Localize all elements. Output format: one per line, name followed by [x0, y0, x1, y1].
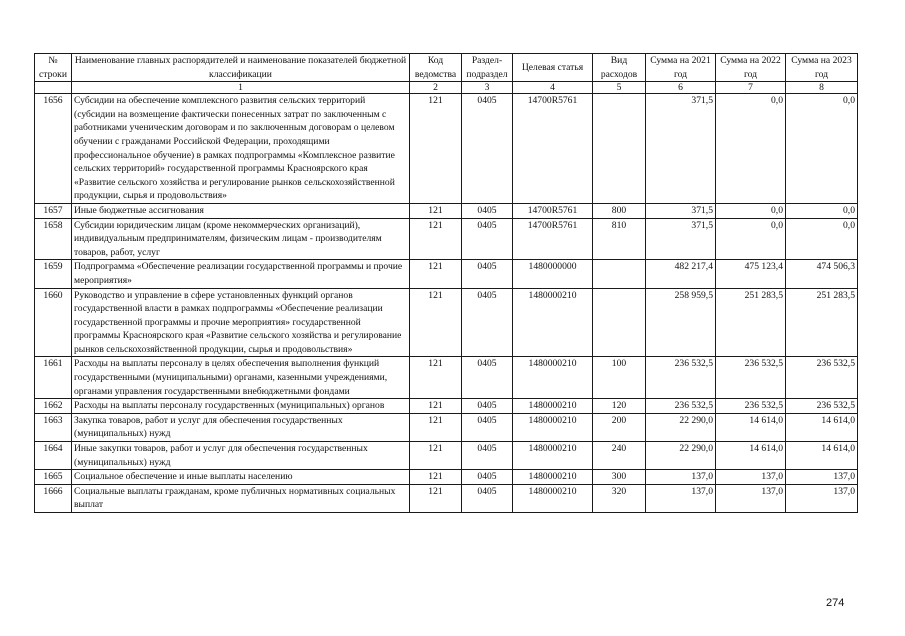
table-row [35, 94, 858, 204]
cell-section: 0405 [462, 413, 513, 441]
table-row [35, 413, 858, 441]
cell-dept-code: 121 [410, 357, 462, 399]
cell-expense-type: 800 [593, 203, 646, 218]
cell-sum-2022: 0,0 [716, 218, 786, 260]
cell-row-number: 1657 [35, 203, 72, 218]
cell-sum-2022: 0,0 [716, 203, 786, 218]
cell-name: Закупка товаров, работ и услуг для обеспечения государственных (муниципальных) нужд [72, 413, 410, 441]
cell-target-article: 1480000210 [513, 470, 593, 485]
column-header-row-number: № строки [35, 54, 72, 82]
cell-row-number: 1658 [35, 218, 72, 260]
cell-dept-code: 121 [410, 203, 462, 218]
cell-sum-2023: 137,0 [786, 484, 858, 512]
column-header-sum-2022: Сумма на 2022 год [716, 54, 786, 82]
cell-sum-2022: 236 532,5 [716, 399, 786, 414]
table-row [35, 399, 858, 414]
cell-section: 0405 [462, 260, 513, 288]
budget-sheet [34, 53, 857, 513]
cell-name: Подпрограмма «Обеспечение реализации государственной программы и прочие мероприятия» [72, 260, 410, 288]
table-row [35, 218, 858, 260]
cell-expense-type: 810 [593, 218, 646, 260]
cell-sum-2022: 251 283,5 [716, 288, 786, 357]
cell-expense-type [593, 288, 646, 357]
cell-name: Руководство и управление в сфере установленных функций органов государственной власти в рамках подпрограммы «Обеспечение реализации государственной программы и прочие мероприятия» государственной программы Красноярского края «Развитие сельского хозяйства и регулирование рынков сельскохозяйственной продукции, сырья и продовольствия» [72, 288, 410, 357]
cell-sum-2023: 137,0 [786, 470, 858, 485]
cell-name: Иные закупки товаров, работ и услуг для обеспечения государственных (муниципальных) нужд [72, 442, 410, 470]
cell-dept-code: 121 [410, 260, 462, 288]
cell-sum-2021: 22 290,0 [646, 413, 716, 441]
cell-target-article: 1480000210 [513, 442, 593, 470]
cell-name: Субсидии юридическим лицам (кроме некоммерческих организаций), индивидуальным предпринимателям, физическим лицам - производителям товаров, работ, услуг [72, 218, 410, 260]
cell-name: Субсидии на обеспечение комплексного развития сельских территорий (субсидии на возмещение фактически понесенных затрат по заключенным с работниками ученическим договорам и по заключенным договорам о целевом обучении с гражданами Российской Федерации, проходящими профессиональное обучение) в рамках подпрограммы «Комплексное развитие сельских территорий» государственной программы Красноярского края «Развитие сельского хозяйства и регулирование рынков сельскохозяйственной продукции, сырья и продовольствия» [72, 94, 410, 204]
column-number: 1 [72, 82, 410, 94]
cell-sum-2022: 236 532,5 [716, 357, 786, 399]
column-number: 3 [462, 82, 513, 94]
cell-section: 0405 [462, 470, 513, 485]
cell-section: 0405 [462, 94, 513, 204]
cell-expense-type [593, 260, 646, 288]
cell-row-number: 1659 [35, 260, 72, 288]
page-number: 274 [826, 597, 845, 609]
cell-row-number: 1665 [35, 470, 72, 485]
cell-expense-type [593, 94, 646, 204]
column-header-sum-2023: Сумма на 2023 год [786, 54, 858, 82]
cell-sum-2021: 371,5 [646, 203, 716, 218]
table-body [35, 94, 858, 513]
cell-target-article: 1480000210 [513, 288, 593, 357]
cell-section: 0405 [462, 399, 513, 414]
cell-sum-2021: 22 290,0 [646, 442, 716, 470]
column-number: 7 [716, 82, 786, 94]
cell-target-article: 14700R5761 [513, 94, 593, 204]
cell-target-article: 14700R5761 [513, 203, 593, 218]
cell-sum-2023: 0,0 [786, 218, 858, 260]
cell-dept-code: 121 [410, 288, 462, 357]
cell-row-number: 1660 [35, 288, 72, 357]
cell-sum-2021: 371,5 [646, 94, 716, 204]
cell-sum-2022: 14 614,0 [716, 442, 786, 470]
cell-sum-2023: 236 532,5 [786, 399, 858, 414]
cell-sum-2023: 0,0 [786, 94, 858, 204]
cell-sum-2021: 371,5 [646, 218, 716, 260]
cell-target-article: 1480000210 [513, 413, 593, 441]
cell-row-number: 1656 [35, 94, 72, 204]
table-row [35, 484, 858, 512]
cell-dept-code: 121 [410, 399, 462, 414]
cell-sum-2021: 137,0 [646, 470, 716, 485]
cell-dept-code: 121 [410, 442, 462, 470]
cell-row-number: 1661 [35, 357, 72, 399]
cell-sum-2022: 137,0 [716, 484, 786, 512]
cell-row-number: 1666 [35, 484, 72, 512]
cell-sum-2022: 0,0 [716, 94, 786, 204]
table-row [35, 260, 858, 288]
column-number: 6 [646, 82, 716, 94]
cell-sum-2023: 251 283,5 [786, 288, 858, 357]
cell-section: 0405 [462, 357, 513, 399]
column-header-dept-code: Код ведомства [410, 54, 462, 82]
cell-sum-2022: 475 123,4 [716, 260, 786, 288]
cell-section: 0405 [462, 288, 513, 357]
cell-expense-type: 200 [593, 413, 646, 441]
cell-expense-type: 240 [593, 442, 646, 470]
cell-sum-2023: 14 614,0 [786, 442, 858, 470]
cell-target-article: 1480000000 [513, 260, 593, 288]
cell-expense-type: 320 [593, 484, 646, 512]
table-row [35, 288, 858, 357]
column-number-row [35, 82, 858, 94]
cell-sum-2023: 236 532,5 [786, 357, 858, 399]
cell-row-number: 1664 [35, 442, 72, 470]
column-header-expense-type: Вид расходов [593, 54, 646, 82]
cell-dept-code: 121 [410, 484, 462, 512]
cell-expense-type: 100 [593, 357, 646, 399]
column-number: 2 [410, 82, 462, 94]
cell-sum-2022: 14 614,0 [716, 413, 786, 441]
cell-section: 0405 [462, 218, 513, 260]
cell-expense-type: 300 [593, 470, 646, 485]
cell-expense-type: 120 [593, 399, 646, 414]
cell-section: 0405 [462, 442, 513, 470]
cell-sum-2021: 236 532,5 [646, 357, 716, 399]
cell-section: 0405 [462, 203, 513, 218]
table-row [35, 470, 858, 485]
column-number: 4 [513, 82, 593, 94]
cell-sum-2022: 137,0 [716, 470, 786, 485]
cell-sum-2021: 258 959,5 [646, 288, 716, 357]
cell-dept-code: 121 [410, 218, 462, 260]
column-header-sum-2021: Сумма на 2021 год [646, 54, 716, 82]
table-row [35, 442, 858, 470]
cell-name: Иные бюджетные ассигнования [72, 203, 410, 218]
column-number: 8 [786, 82, 858, 94]
column-header-name: Наименование главных распорядителей и наименование показателей бюджетной классификации [72, 54, 410, 82]
cell-sum-2023: 0,0 [786, 203, 858, 218]
cell-dept-code: 121 [410, 413, 462, 441]
table-row [35, 203, 858, 218]
cell-sum-2023: 474 506,3 [786, 260, 858, 288]
cell-name: Социальные выплаты гражданам, кроме публичных нормативных социальных выплат [72, 484, 410, 512]
cell-row-number: 1663 [35, 413, 72, 441]
cell-row-number: 1662 [35, 399, 72, 414]
cell-target-article: 1480000210 [513, 357, 593, 399]
column-number: 5 [593, 82, 646, 94]
cell-dept-code: 121 [410, 94, 462, 204]
column-header-section: Раздел-подраздел [462, 54, 513, 82]
cell-sum-2021: 137,0 [646, 484, 716, 512]
cell-target-article: 1480000210 [513, 399, 593, 414]
cell-target-article: 1480000210 [513, 484, 593, 512]
column-header-target-article: Целевая статья [513, 54, 593, 82]
cell-sum-2021: 236 532,5 [646, 399, 716, 414]
cell-section: 0405 [462, 484, 513, 512]
cell-name: Социальное обеспечение и иные выплаты населению [72, 470, 410, 485]
table-row [35, 357, 858, 399]
column-number [35, 82, 72, 94]
table-header-row [35, 54, 858, 82]
cell-target-article: 14700R5761 [513, 218, 593, 260]
cell-name: Расходы на выплаты персоналу государственных (муниципальных) органов [72, 399, 410, 414]
cell-name: Расходы на выплаты персоналу в целях обеспечения выполнения функций государственными (муниципальными) органами, казенными учреждениями, органами управления государственными внебюджетными фондами [72, 357, 410, 399]
cell-sum-2021: 482 217,4 [646, 260, 716, 288]
budget-table [34, 53, 858, 513]
cell-dept-code: 121 [410, 470, 462, 485]
cell-sum-2023: 14 614,0 [786, 413, 858, 441]
